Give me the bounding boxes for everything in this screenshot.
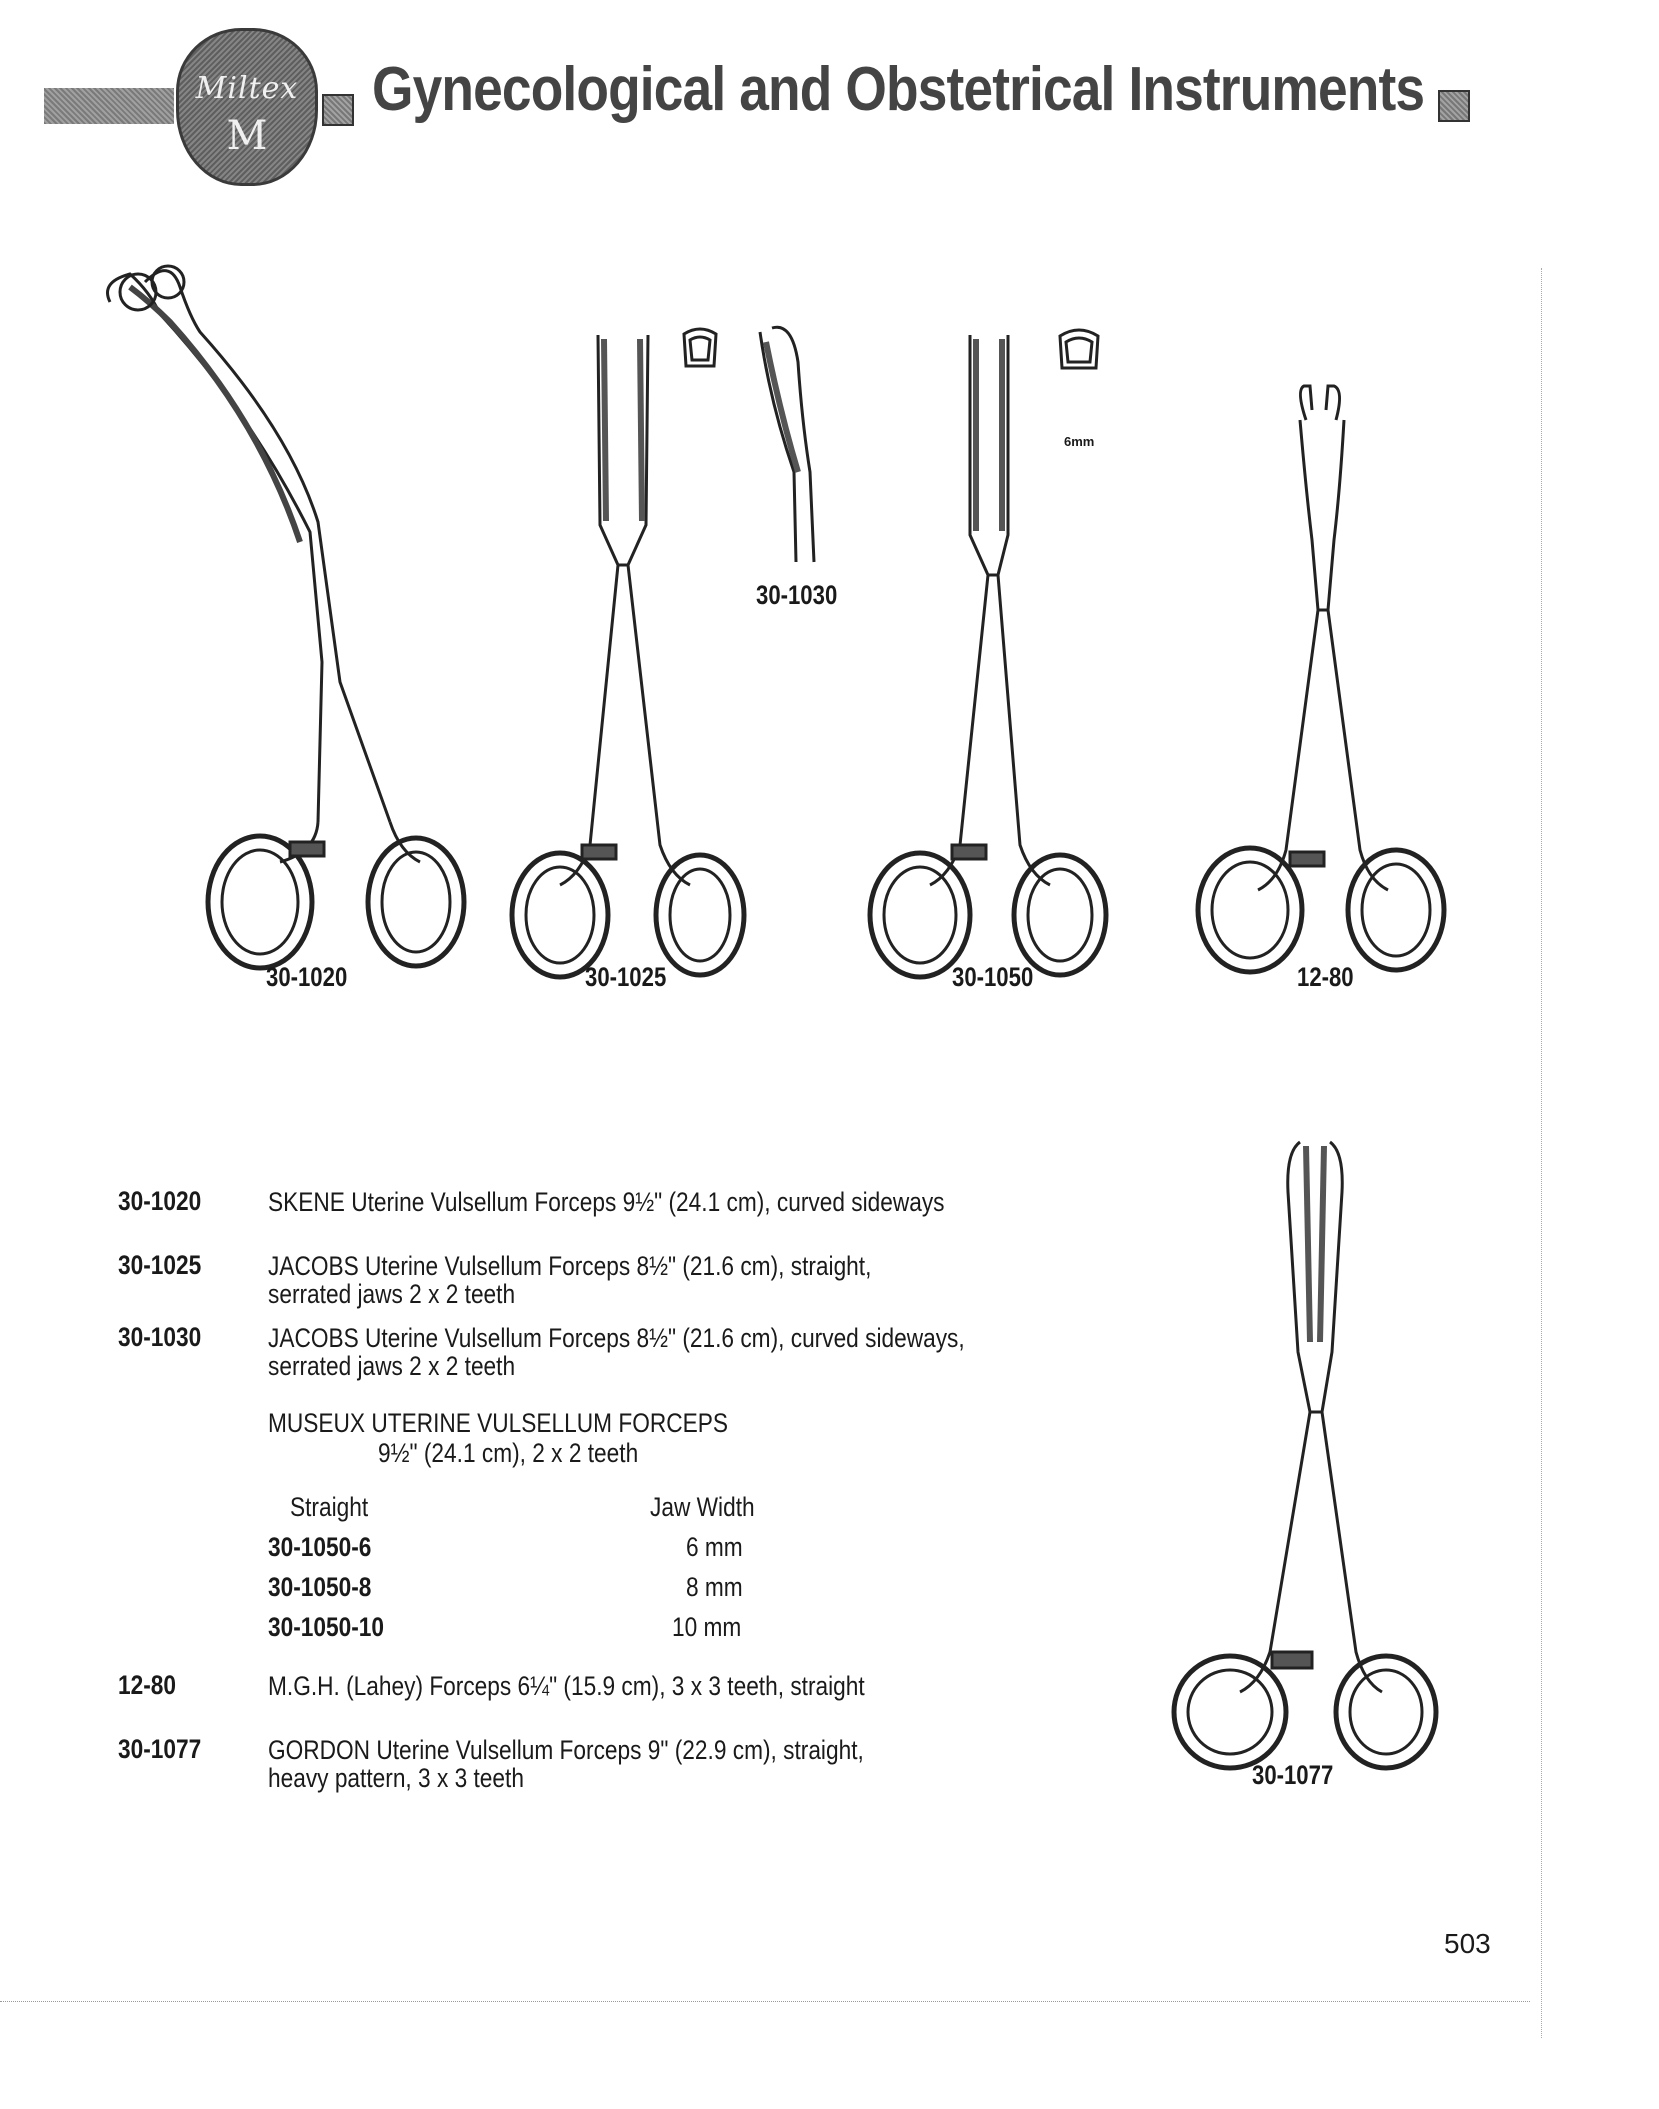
miltex-logo bbox=[176, 28, 318, 186]
jaw-width-note: 6mm bbox=[1064, 434, 1095, 449]
header-square-right bbox=[1438, 90, 1470, 122]
forceps-detail-illustration bbox=[752, 322, 832, 572]
museux-spec: 9½" (24.1 cm), 2 x 2 teeth bbox=[378, 1438, 639, 1468]
figure-forceps-30-1077 bbox=[1160, 1132, 1450, 1772]
item-code: 30-1020 bbox=[118, 1186, 202, 1216]
museux-row-width: 6 mm bbox=[686, 1532, 743, 1562]
item-description: M.G.H. (Lahey) Forceps 6¼" (15.9 cm), 3 x 3 teeth, straight bbox=[268, 1671, 865, 1701]
item-code: 30-1030 bbox=[118, 1322, 202, 1352]
figure-forceps-30-1025 bbox=[500, 325, 760, 965]
page-number: 503 bbox=[1444, 1928, 1491, 1959]
logo-mark: M bbox=[226, 113, 268, 159]
caption-30-1025: 30-1025 bbox=[585, 962, 667, 992]
caption-30-1030: 30-1030 bbox=[756, 580, 838, 610]
caption-30-1020: 30-1020 bbox=[266, 962, 348, 992]
item-description-cont: heavy pattern, 3 x 3 teeth bbox=[268, 1763, 524, 1793]
figure-forceps-30-1050 bbox=[840, 325, 1110, 965]
caption-12-80: 12-80 bbox=[1297, 962, 1354, 992]
header-bar-left bbox=[44, 88, 174, 124]
item-code: 30-1025 bbox=[118, 1250, 202, 1280]
museux-row-code: 30-1050-6 bbox=[268, 1532, 372, 1562]
header-square-left bbox=[322, 94, 354, 126]
jaw-profile-icon bbox=[680, 326, 720, 370]
item-description: SKENE Uterine Vulsellum Forceps 9½" (24.1 cm), curved sideways bbox=[268, 1187, 945, 1217]
museux-col-jaw-width: Jaw Width bbox=[650, 1492, 755, 1522]
page-title: Gynecological and Obstetrical Instruments bbox=[372, 55, 1425, 124]
museux-col-straight: Straight bbox=[290, 1492, 369, 1522]
museux-row-code: 30-1050-8 bbox=[268, 1572, 372, 1602]
museux-row-width: 8 mm bbox=[686, 1572, 743, 1602]
museux-row-code: 30-1050-10 bbox=[268, 1612, 385, 1642]
logo-script: Miltex bbox=[195, 71, 299, 106]
forceps-illustration bbox=[840, 325, 1110, 965]
forceps-illustration bbox=[500, 325, 760, 965]
forceps-illustration bbox=[1178, 380, 1468, 970]
item-code: 30-1077 bbox=[118, 1734, 202, 1764]
figure-forceps-12-80 bbox=[1178, 380, 1468, 970]
figure-forceps-30-1020 bbox=[90, 262, 450, 962]
item-description: GORDON Uterine Vulsellum Forceps 9" (22.9 cm), straight, bbox=[268, 1735, 864, 1765]
footer-rule bbox=[0, 2001, 1530, 2002]
museux-row-width: 10 mm bbox=[672, 1612, 742, 1642]
caption-30-1077: 30-1077 bbox=[1252, 1760, 1334, 1790]
margin-line bbox=[1541, 268, 1542, 2038]
forceps-illustration bbox=[90, 262, 450, 962]
jaw-profile-icon bbox=[1056, 326, 1102, 372]
item-description: JACOBS Uterine Vulsellum Forceps 8½" (21.6 cm), straight, bbox=[268, 1251, 872, 1281]
item-description-cont: serrated jaws 2 x 2 teeth bbox=[268, 1351, 516, 1381]
caption-30-1050: 30-1050 bbox=[952, 962, 1034, 992]
item-description: JACOBS Uterine Vulsellum Forceps 8½" (21.6 cm), curved sideways, bbox=[268, 1323, 965, 1353]
figure-forceps-30-1030-detail bbox=[752, 322, 832, 572]
item-description-cont: serrated jaws 2 x 2 teeth bbox=[268, 1279, 516, 1309]
forceps-illustration bbox=[1160, 1132, 1450, 1772]
item-code: 12-80 bbox=[118, 1670, 177, 1700]
museux-title: MUSEUX UTERINE VULSELLUM FORCEPS bbox=[268, 1408, 728, 1438]
